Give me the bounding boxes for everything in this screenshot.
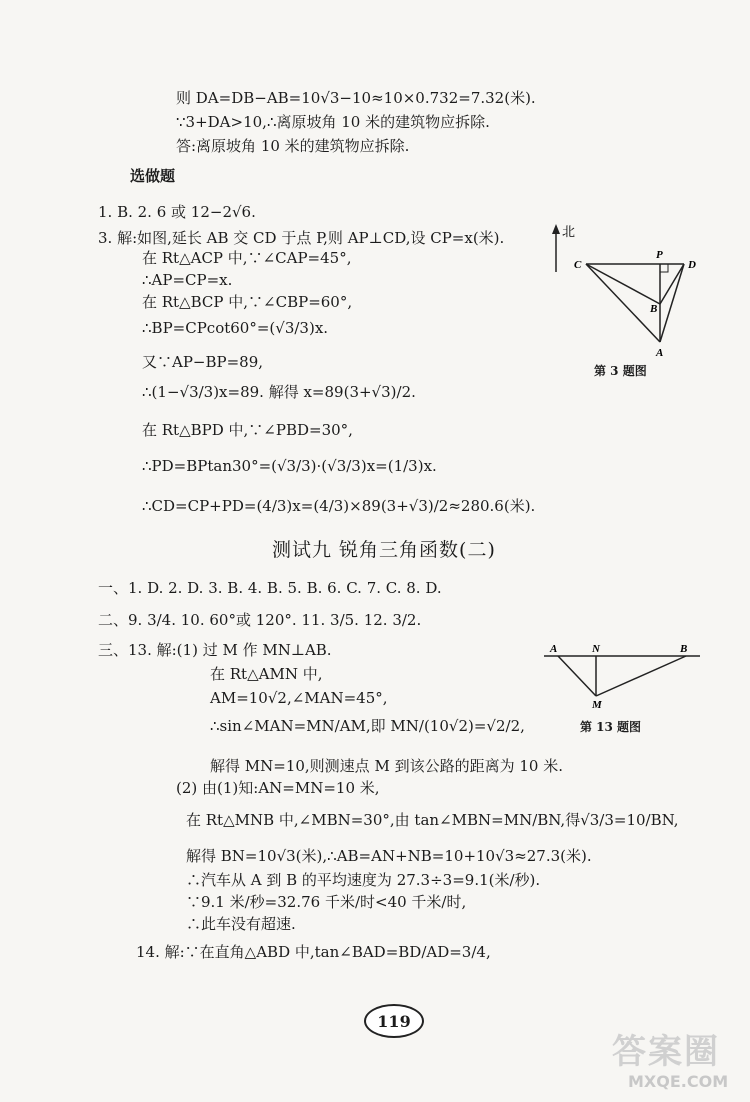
figure-13-diagram bbox=[538, 640, 710, 710]
text-line: 在 Rt△BCP 中,∵∠CBP=60°, bbox=[142, 293, 353, 311]
figure-13-caption: 第 13 题图 bbox=[580, 720, 642, 734]
label-A: A bbox=[550, 643, 558, 655]
text-line: 三、13. 解:(1) 过 M 作 MN⊥AB. bbox=[98, 641, 332, 659]
text-line: 解得 MN=10,则测速点 M 到该公路的距离为 10 米. bbox=[210, 757, 563, 775]
north-label: 北 bbox=[562, 224, 576, 239]
section-heading: 选做题 bbox=[130, 167, 176, 185]
text-line: 14. 解:∵在直角△ABD 中,tan∠BAD=BD/AD=3/4, bbox=[136, 943, 491, 961]
text-line: 解得 BN=10√3(米),∴AB=AN+NB=10+10√3≈27.3(米). bbox=[186, 847, 592, 865]
text-line: ∴PD=BPtan30°=(√3/3)·(√3/3)x=(1/3)x. bbox=[142, 457, 437, 475]
label-D: D bbox=[688, 259, 696, 271]
label-C: C bbox=[574, 259, 582, 271]
text-line: 在 Rt△AMN 中, bbox=[210, 665, 323, 683]
label-N: N bbox=[592, 643, 600, 655]
label-B: B bbox=[680, 643, 688, 655]
label-M: M bbox=[592, 699, 602, 710]
watermark-url: MXQE.COM bbox=[628, 1072, 729, 1091]
text-line: 一、1. D. 2. D. 3. B. 4. B. 5. B. 6. C. 7. C. 8. D. bbox=[98, 579, 442, 597]
text-line: ∴汽车从 A 到 B 的平均速度为 27.3÷3=9.1(米/秒). bbox=[186, 871, 541, 889]
text-line: 1. B. 2. 6 或 12−2√6. bbox=[98, 203, 256, 221]
text-line: AM=10√2,∠MAN=45°, bbox=[210, 689, 388, 707]
text-line: 3. 解:如图,延长 AB 交 CD 于点 P,则 AP⊥CD,设 CP=x(米). bbox=[98, 229, 505, 247]
figure-3-diagram bbox=[548, 222, 718, 362]
text-line: ∴(1−√3/3)x=89. 解得 x=89(3+√3)/2. bbox=[142, 383, 416, 401]
text-line: 二、9. 3/4. 10. 60°或 120°. 11. 3/5. 12. 3/2. bbox=[98, 611, 422, 629]
text-line: ∴BP=CPcot60°=(√3/3)x. bbox=[142, 319, 329, 337]
text-line: 则 DA=DB−AB=10√3−10≈10×0.732=7.32(米). bbox=[176, 89, 536, 107]
page-number: 119 bbox=[364, 1004, 424, 1038]
text-line: 在 Rt△ACP 中,∵∠CAP=45°, bbox=[142, 249, 352, 267]
text-line: ∴sin∠MAN=MN/AM,即 MN/(10√2)=√2/2, bbox=[210, 717, 525, 735]
text-line: (2) 由(1)知:AN=MN=10 米, bbox=[176, 779, 380, 797]
text-line: ∴AP=CP=x. bbox=[142, 271, 233, 289]
text-line: 在 Rt△MNB 中,∠MBN=30°,由 tan∠MBN=MN/BN,得√3/3=10/BN, bbox=[186, 811, 679, 829]
label-P: P bbox=[656, 249, 663, 261]
text-line: 在 Rt△BPD 中,∵∠PBD=30°, bbox=[142, 421, 353, 439]
label-B: B bbox=[650, 303, 658, 315]
north-arrow-head bbox=[552, 224, 560, 234]
text-line: ∴此车没有超速. bbox=[186, 915, 296, 933]
text-line: 答:离原坡角 10 米的建筑物应拆除. bbox=[176, 137, 410, 155]
text-line: ∵3+DA>10,∴离原坡角 10 米的建筑物应拆除. bbox=[176, 113, 490, 131]
text-line: ∵9.1 米/秒=32.76 千米/时<40 千米/时, bbox=[186, 893, 467, 911]
text-line: ∴CD=CP+PD=(4/3)x=(4/3)×89(3+√3)/2≈280.6(米). bbox=[142, 497, 536, 515]
text-line: 又∵AP−BP=89, bbox=[142, 353, 264, 371]
label-A: A bbox=[656, 347, 664, 359]
page-title: 测试九 锐角三角函数(二) bbox=[272, 539, 496, 561]
figure-3-caption: 第 3 题图 bbox=[594, 364, 647, 378]
watermark-logo: 答案圈 bbox=[612, 1032, 720, 1072]
